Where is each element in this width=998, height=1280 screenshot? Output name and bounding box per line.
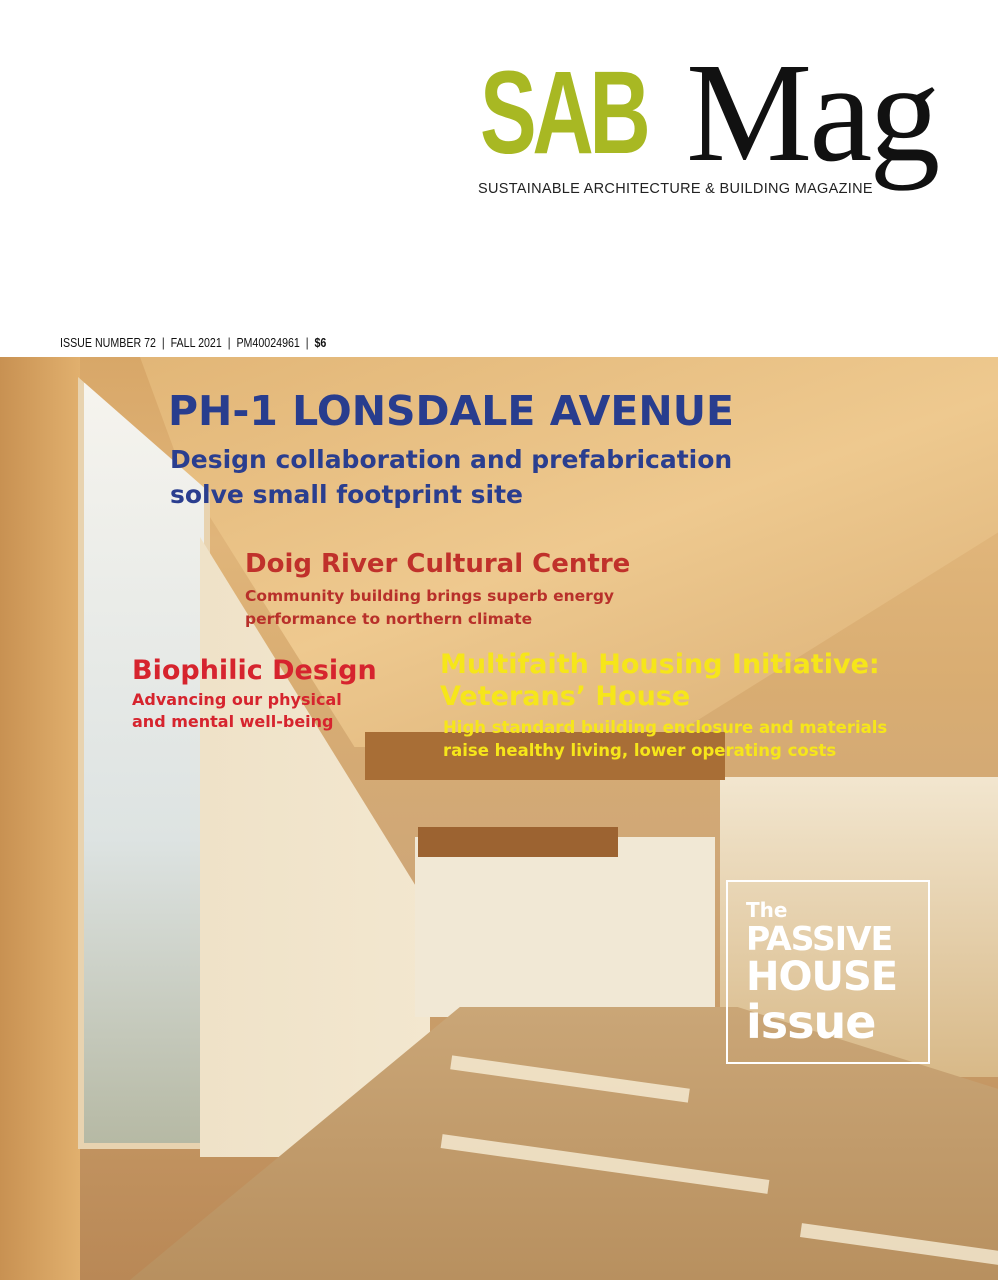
coverline-title: PH-1 LONSDALE AVENUE [168,387,735,435]
price: $6 [314,335,327,350]
badge-issue: issue [746,995,876,1049]
issue-number: ISSUE NUMBER 72 [60,335,156,350]
tagline: SUSTAINABLE ARCHITECTURE & BUILDING MAGAZINE [478,181,873,197]
subtitle-line: High standard building enclosure and materials [443,718,888,737]
masthead-logo [478,33,948,212]
coverline-subtitle [170,442,732,512]
issue-line [60,335,326,350]
separator: | [161,335,165,350]
badge-house: HOUSE [746,954,898,1000]
photo-back-wall [415,837,715,1017]
issue-season: FALL 2021 [170,335,222,350]
coverline-title: Doig River Cultural Centre [245,549,631,579]
photo-beam [418,827,618,857]
subtitle-line: Advancing our physical [132,690,342,709]
separator: | [305,335,309,350]
cover-photo [0,357,998,1280]
subtitle-line: raise healthy living, lower operating costs [443,741,837,760]
subtitle-line: solve small footprint site [170,480,524,509]
title-line: Veterans’ House [440,681,691,712]
photo-wood-column [0,357,80,1280]
coverline-subtitle [443,716,887,762]
subtitle-line: Design collaboration and prefabrication [170,445,733,474]
badge-passive: PASSIVE [746,919,893,958]
title-line: Multifaith Housing Initiative: [440,649,880,680]
coverline-title [440,649,880,713]
logo-sab: SAB [480,47,647,179]
subtitle-line: and mental well-being [132,712,334,731]
coverline-title: Biophilic Design [132,655,377,686]
separator: | [227,335,231,350]
coverline-subtitle [245,585,614,631]
passive-house-badge [726,880,930,1064]
coverline-subtitle [132,689,342,733]
logo-mag: Mag [686,33,938,191]
subtitle-line: performance to northern climate [245,610,533,628]
subtitle-line: Community building brings superb energy [245,587,615,605]
badge-the: The [746,898,788,922]
postal-number: PM40024961 [236,335,300,350]
